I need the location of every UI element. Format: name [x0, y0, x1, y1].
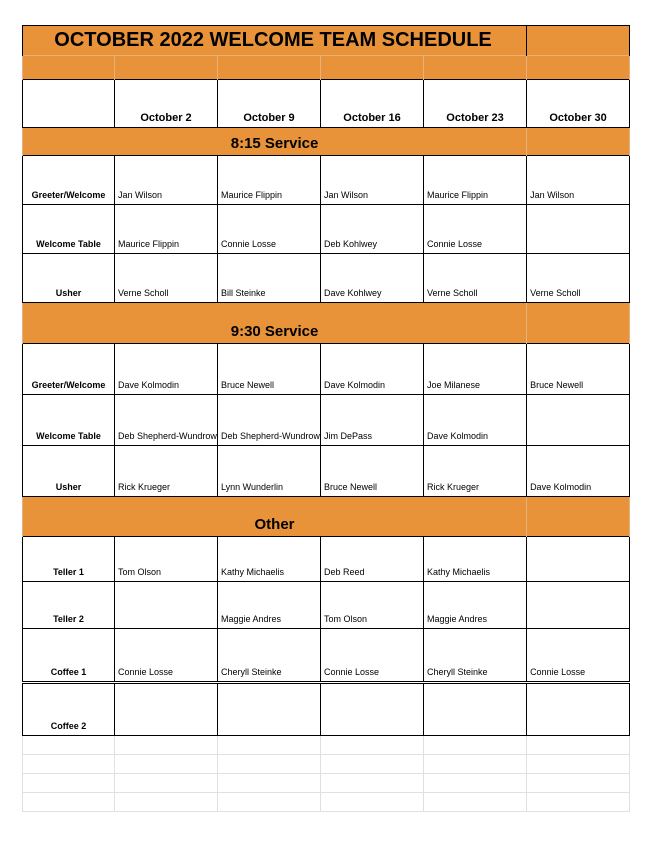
empty-cell[interactable] — [424, 736, 527, 755]
empty-cell[interactable] — [527, 793, 630, 812]
title-spacer-cell — [527, 26, 630, 56]
empty-cell[interactable] — [218, 736, 321, 755]
assignment-cell[interactable]: Jim DePass — [321, 395, 424, 446]
assignment-cell[interactable]: Connie Losse — [321, 629, 424, 683]
assignment-cell[interactable]: Connie Losse — [527, 629, 630, 683]
band-cell — [424, 56, 527, 80]
date-header: October 16 — [321, 80, 424, 128]
empty-cell[interactable] — [218, 774, 321, 793]
empty-cell[interactable] — [527, 755, 630, 774]
assignment-cell[interactable]: Cheryll Steinke — [424, 629, 527, 683]
assignment-cell[interactable]: Verne Scholl — [527, 254, 630, 303]
empty-cell[interactable] — [23, 774, 115, 793]
role-label: Greeter/Welcome — [23, 344, 115, 395]
assignment-cell[interactable]: Dave Kolmodin — [321, 344, 424, 395]
role-label: Welcome Table — [23, 395, 115, 446]
section-title: 8:15 Service — [23, 128, 527, 156]
empty-row — [23, 736, 630, 755]
assignment-cell[interactable] — [527, 205, 630, 254]
schedule-row — [23, 156, 630, 205]
assignment-cell[interactable]: Tom Olson — [115, 537, 218, 582]
assignment-cell[interactable] — [115, 683, 218, 736]
schedule-row — [23, 395, 630, 446]
empty-cell[interactable] — [218, 755, 321, 774]
assignment-cell[interactable] — [527, 537, 630, 582]
assignment-cell[interactable]: Rick Krueger — [424, 446, 527, 497]
date-header: October 23 — [424, 80, 527, 128]
assignment-cell[interactable]: Jan Wilson — [115, 156, 218, 205]
empty-cell[interactable] — [115, 736, 218, 755]
assignment-cell[interactable]: Kathy Michaelis — [218, 537, 321, 582]
empty-cell[interactable] — [218, 793, 321, 812]
empty-cell[interactable] — [424, 755, 527, 774]
assignment-cell[interactable]: Deb Shepherd-Wundrow — [218, 395, 321, 446]
empty-cell[interactable] — [424, 793, 527, 812]
empty-row — [23, 793, 630, 812]
assignment-cell[interactable]: Maurice Flippin — [115, 205, 218, 254]
assignment-cell[interactable]: Maggie Andres — [424, 582, 527, 629]
assignment-cell[interactable]: Kathy Michaelis — [424, 537, 527, 582]
role-label: Coffee 1 — [23, 629, 115, 683]
schedule-row — [23, 683, 630, 736]
band-cell — [527, 56, 630, 80]
empty-cell[interactable] — [115, 793, 218, 812]
schedule-body — [23, 26, 630, 812]
header-corner-cell — [23, 80, 115, 128]
schedule-row — [23, 254, 630, 303]
empty-row — [23, 755, 630, 774]
empty-cell[interactable] — [23, 736, 115, 755]
assignment-cell[interactable]: Bill Steinke — [218, 254, 321, 303]
empty-cell[interactable] — [321, 793, 424, 812]
section-header-row — [23, 497, 630, 537]
role-label: Teller 2 — [23, 582, 115, 629]
assignment-cell[interactable] — [321, 683, 424, 736]
assignment-cell[interactable]: Jan Wilson — [321, 156, 424, 205]
assignment-cell[interactable] — [115, 582, 218, 629]
assignment-cell[interactable]: Dave Kohlwey — [321, 254, 424, 303]
empty-cell[interactable] — [321, 736, 424, 755]
assignment-cell[interactable]: Dave Kolmodin — [424, 395, 527, 446]
section-spacer-cell — [527, 128, 630, 156]
page-title: OCTOBER 2022 WELCOME TEAM SCHEDULE — [23, 26, 527, 56]
assignment-cell[interactable]: Cheryll Steinke — [218, 629, 321, 683]
band-cell — [321, 56, 424, 80]
assignment-cell[interactable]: Joe Milanese — [424, 344, 527, 395]
assignment-cell[interactable]: Dave Kolmodin — [527, 446, 630, 497]
assignment-cell[interactable]: Connie Losse — [218, 205, 321, 254]
empty-row — [23, 774, 630, 793]
role-label: Usher — [23, 254, 115, 303]
assignment-cell[interactable] — [424, 683, 527, 736]
assignment-cell[interactable]: Bruce Newell — [321, 446, 424, 497]
date-header: October 2 — [115, 80, 218, 128]
schedule-row — [23, 629, 630, 683]
assignment-cell[interactable]: Connie Losse — [424, 205, 527, 254]
empty-cell[interactable] — [527, 736, 630, 755]
section-header-row — [23, 303, 630, 344]
band-cell — [218, 56, 321, 80]
section-title: 9:30 Service — [23, 303, 527, 344]
assignment-cell[interactable]: Lynn Wunderlin — [218, 446, 321, 497]
assignment-cell[interactable]: Deb Kohlwey — [321, 205, 424, 254]
schedule-row — [23, 446, 630, 497]
band-cell — [115, 56, 218, 80]
title-band-row — [23, 56, 630, 80]
assignment-cell[interactable]: Connie Losse — [115, 629, 218, 683]
assignment-cell[interactable]: Maggie Andres — [218, 582, 321, 629]
section-spacer-cell — [527, 497, 630, 537]
assignment-cell[interactable]: Deb Reed — [321, 537, 424, 582]
assignment-cell[interactable]: Maurice Flippin — [218, 156, 321, 205]
section-header-row — [23, 128, 630, 156]
empty-cell[interactable] — [23, 793, 115, 812]
assignment-cell[interactable]: Deb Shepherd-Wundrow — [115, 395, 218, 446]
empty-cell[interactable] — [321, 755, 424, 774]
role-label: Coffee 2 — [23, 683, 115, 736]
date-header: October 9 — [218, 80, 321, 128]
empty-cell[interactable] — [23, 755, 115, 774]
assignment-cell[interactable]: Dave Kolmodin — [115, 344, 218, 395]
schedule-row — [23, 582, 630, 629]
schedule-table — [22, 25, 630, 812]
assignment-cell[interactable]: Rick Krueger — [115, 446, 218, 497]
assignment-cell[interactable]: Verne Scholl — [115, 254, 218, 303]
schedule-sheet — [22, 25, 629, 812]
empty-cell[interactable] — [115, 774, 218, 793]
empty-cell[interactable] — [321, 774, 424, 793]
assignment-cell[interactable] — [527, 683, 630, 736]
section-spacer-cell — [527, 303, 630, 344]
title-row — [23, 26, 630, 56]
role-label: Usher — [23, 446, 115, 497]
schedule-row — [23, 537, 630, 582]
empty-cell[interactable] — [115, 755, 218, 774]
role-label: Greeter/Welcome — [23, 156, 115, 205]
assignment-cell[interactable] — [527, 582, 630, 629]
assignment-cell[interactable]: Maurice Flippin — [424, 156, 527, 205]
empty-cell[interactable] — [424, 774, 527, 793]
assignment-cell[interactable] — [527, 395, 630, 446]
role-label: Teller 1 — [23, 537, 115, 582]
assignment-cell[interactable]: Verne Scholl — [424, 254, 527, 303]
assignment-cell[interactable]: Jan Wilson — [527, 156, 630, 205]
assignment-cell[interactable] — [218, 683, 321, 736]
empty-cell[interactable] — [527, 774, 630, 793]
role-label: Welcome Table — [23, 205, 115, 254]
assignment-cell[interactable]: Bruce Newell — [218, 344, 321, 395]
assignment-cell[interactable]: Tom Olson — [321, 582, 424, 629]
date-header-row — [23, 80, 630, 128]
schedule-row — [23, 344, 630, 395]
date-header: October 30 — [527, 80, 630, 128]
assignment-cell[interactable]: Bruce Newell — [527, 344, 630, 395]
schedule-row — [23, 205, 630, 254]
band-cell — [23, 56, 115, 80]
section-title: Other — [23, 497, 527, 537]
